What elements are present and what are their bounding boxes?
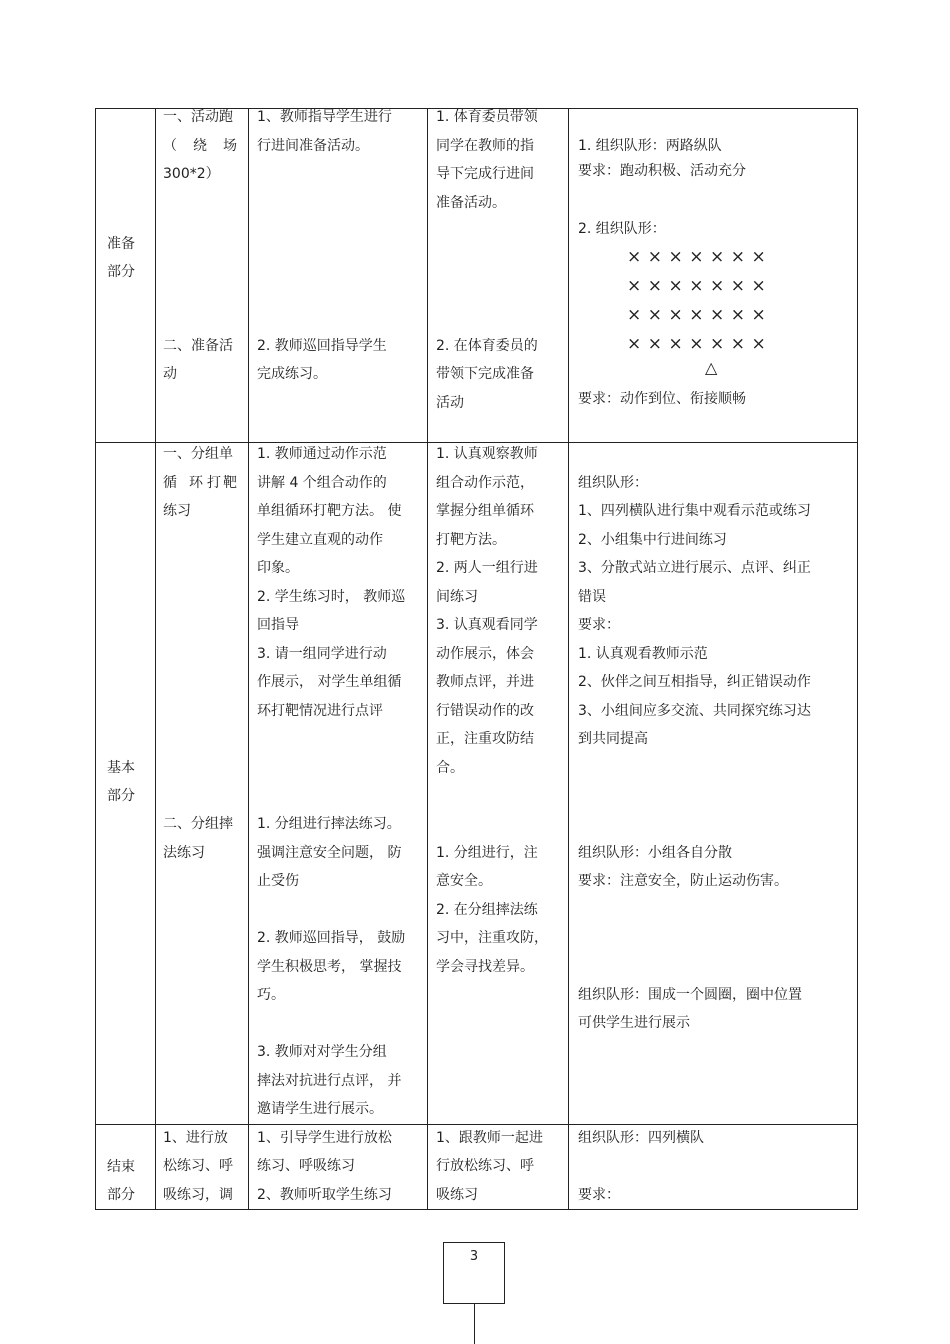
column-divider [155,108,156,1210]
content-line: 一、活动跑 [163,109,233,125]
student-line: 意安全。 [436,873,492,889]
student-line: 动作展示，体会 [436,646,534,662]
teacher-line: 单组循环打靶方法。 使 [257,503,402,519]
content-line: （ [163,138,177,154]
content-line: 靶 [223,475,237,491]
student-line: 间练习 [436,589,478,605]
teacher-line: 2. 教师巡回指导学生 [257,338,387,354]
org-line: 2、小组集中行进间练习 [578,532,727,548]
section-label-prep: 准备 部分 [107,236,135,280]
org-line: 到共同提高 [578,731,648,747]
teacher-line: 讲解 4 个组合动作的 [257,475,387,491]
column-divider [568,108,569,1210]
content-line: 300*2） [163,166,220,182]
student-line: 同学在教师的指 [436,138,534,154]
content-line: 1、进行放 [163,1130,228,1146]
teacher-line: 作展示， 对学生单组循 [257,674,402,690]
student-line: 1. 体育委员带领 [436,109,538,125]
student-line: 活动 [436,395,464,411]
teacher-line: 环打靶情况进行点评 [257,703,383,719]
page-number-stem [474,1304,475,1344]
teacher-line: 摔法对抗进行点评， 并 [257,1073,402,1089]
teacher-line: 2、教师听取学生练习 [257,1187,392,1203]
content-line: 动 [163,366,177,382]
org-line: 1、四列横队进行集中观看示范或练习 [578,503,811,519]
student-line: 正，注重攻防结 [436,731,534,747]
org-line: 要求： [578,1187,620,1203]
teacher-line: 止受伤 [257,873,299,889]
org-line: 组织队形：小组各自分散 [578,845,732,861]
teacher-line: 1. 分组进行摔法练习。 [257,816,401,832]
student-line: 1、跟教师一起进 [436,1130,543,1146]
content-line: 一、分组单 [163,446,233,462]
org-line: 2、伙伴之间互相指导，纠正错误动作 [578,674,811,690]
content-line: 二、准备活 [163,338,233,354]
org-line: 2. 组织队形： [578,221,666,237]
student-line: 掌握分组单循环 [436,503,534,519]
formation-row: ××××××× [627,305,773,325]
formation-diagram [627,243,772,359]
student-line: 3. 认真观看同学 [436,617,538,633]
org-line: 1. 认真观看教师示范 [578,646,708,662]
teacher-line: 2. 学生练习时， 教师巡 [257,589,406,605]
org-line: 要求：跑动积极、活动充分 [578,163,746,179]
teacher-line: 强调注意安全问题， 防 [257,845,402,861]
org-line: 组织队形：围成一个圆圈，圈中位置 [578,987,802,1003]
content-line: 练习 [163,503,191,519]
page-number: 3 [443,1242,505,1304]
content-line: 循 [163,475,177,491]
org-line: 1. 组织队形：两路纵队 [578,138,722,154]
student-line: 2. 在分组摔法练 [436,902,538,918]
student-line: 带领下完成准备 [436,366,534,382]
teacher-line: 回指导 [257,617,299,633]
org-line: 3、小组间应多交流、共同探究练习达 [578,703,811,719]
content-line: 吸练习，调 [163,1187,233,1203]
student-line: 教师点评，并进 [436,674,534,690]
student-line: 行放松练习、呼 [436,1158,534,1174]
student-line: 吸练习 [436,1187,478,1203]
content-line: 环 [189,475,203,491]
section-label-basic: 基本 部分 [107,760,135,804]
content-line: 法练习 [163,845,205,861]
student-line: 准备活动。 [436,195,506,211]
content-line: 场 [223,138,237,154]
content-line: 二、分组摔 [163,816,233,832]
org-line: 组织队形： [578,475,648,491]
org-line: 要求：动作到位、衔接顺畅 [578,391,746,407]
content-line: 松练习、呼 [163,1158,233,1174]
content-line: 打 [207,475,221,491]
column-divider [427,108,428,1210]
formation-row: ××××××× [627,276,773,296]
student-line: 组合动作示范， [436,475,534,491]
teacher-line: 2. 教师巡回指导， 鼓励 [257,930,406,946]
student-line: 1. 认真观察教师 [436,446,538,462]
org-line: 3、分散式站立进行展示、点评、纠正 [578,560,811,576]
org-line: 可供学生进行展示 [578,1015,690,1031]
student-line: 导下完成行进间 [436,166,534,182]
teacher-line: 巧。 [257,987,285,1003]
student-line: 打靶方法。 [436,532,506,548]
student-line: 合。 [436,760,464,776]
teacher-position-icon: △ [705,358,718,377]
teacher-line: 行进间准备活动。 [257,138,369,154]
teacher-line: 学生建立直观的动作 [257,532,383,548]
teacher-line: 1. 教师通过动作示范 [257,446,387,462]
teacher-line: 邀请学生进行展示。 [257,1101,383,1117]
teacher-line: 3. 请一组同学进行动 [257,646,387,662]
student-line: 行错误动作的改 [436,703,534,719]
teacher-line: 3. 教师对对学生分组 [257,1044,387,1060]
student-line: 2. 在体育委员的 [436,338,538,354]
student-line: 习中，注重攻防， [436,930,548,946]
org-line: 要求： [578,617,620,633]
teacher-line: 练习、呼吸练习 [257,1158,355,1174]
teacher-line: 1、引导学生进行放松 [257,1130,392,1146]
student-line: 1. 分组进行，注 [436,845,538,861]
formation-row: ××××××× [627,247,773,267]
student-line: 2. 两人一组行进 [436,560,538,576]
org-line: 组织队形：四列横队 [578,1130,704,1146]
org-line: 要求：注意安全，防止运动伤害。 [578,873,788,889]
teacher-line: 1、教师指导学生进行 [257,109,392,125]
section-label-end: 结束 部分 [107,1159,135,1203]
org-line: 错误 [578,589,606,605]
student-line: 学会寻找差异。 [436,959,534,975]
formation-row: ××××××× [627,334,773,354]
column-divider [248,108,249,1210]
teacher-line: 学生积极思考， 掌握技 [257,959,402,975]
content-line: 绕 [193,138,207,154]
teacher-line: 完成练习。 [257,366,327,382]
teacher-line: 印象。 [257,560,299,576]
